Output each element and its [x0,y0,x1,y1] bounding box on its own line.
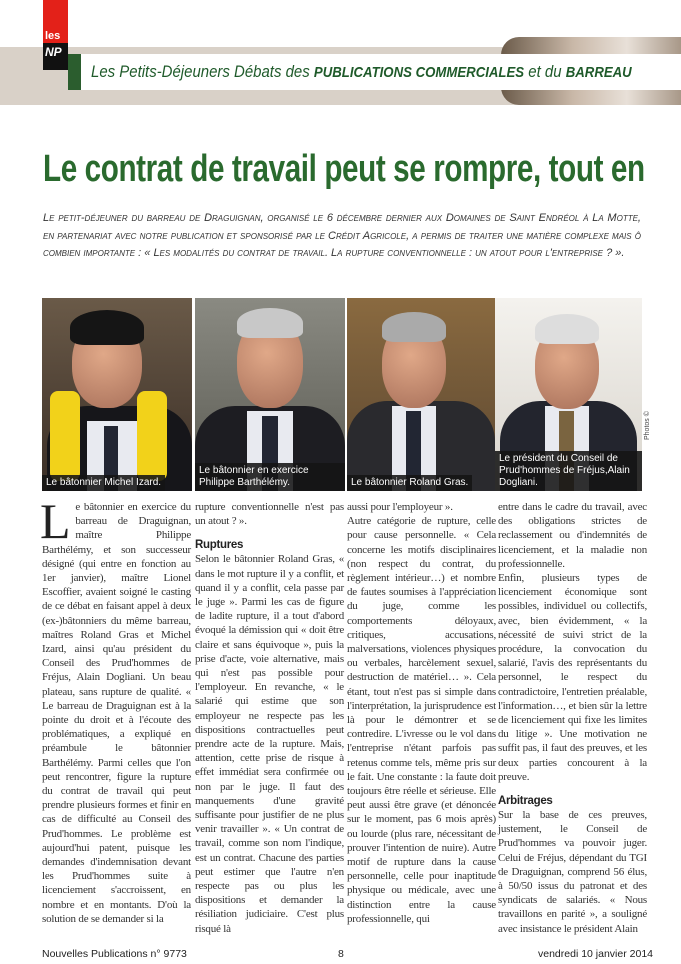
paragraph: entre dans le cadre du travail, avec des obligations strictes de reclassement ou d'indemnités de licenciement, et la maladie non professionnelle. [498,501,647,570]
paragraph: Autre catégorie de rupture, celle pour cause personnelle. « Cela concerne les motifs disciplinaires (non respect du contrat, du règlement intérieur…) et nombre de fautes soumises à l'appréciation du juge, comme les comportements déloyaux, critiques, accusations, malversations, violences physiques ou verbales, harcèlement sexuel, destruction de matériel… ». Cela étant, tout n'est pas si simple dans l'interprétation, la jurisprudence est là pour le démontrer et se contredire. L'ivresse ou le vol dans l'entreprise n'étant parfois pas retenus comme tels, même pris sur le fait. Une constante : la faute doit toujours être réelle et sérieuse. Elle peut aussi être grave (et dénoncée sur le moment, pas 6 mois après) ou lourde (plus rare, nécessitant de prouver l'intention de nuire). Autre motif de rupture dans la cause personnelle, celle pour inaptitude physique ou médicale, avec une distinction entre la cause professionnelle, qui [347,515,496,925]
np-logo [43,0,68,70]
article-column-2 [195,500,344,936]
footer-page-number: 8 [338,948,344,960]
paragraph: e bâtonnier en exercice du barreau de Draguignan, maître Philippe Barthélémy, et son successeur désigné (qui entre en fonction au 1er janvier), maître Lionel Escoffier, avaient soigné le casting de ce débat en faisant appel à deux (ex-)bâtonniers du même barreau, maîtres Roland Gras et Michel Izard, ainsi qu'au président du Conseil des Prud'hommes de Fréjus, Alain Dogliani. Un beau plateau, sans rupture de qualité. « Le barreau de Draguignan est à la pointe du droit et à l'écoute des problématiques, a expliqué en préambule le bâtonnier Barthélémy. Parmi celles que l'on peut rencontrer, figure la rupture du contrat de travail qui peut prendre plusieurs formes et finir en cas de difficulté au Conseil des Prud'hommes. Le problème est aujourd'hui patent, puisque les demandes d'indemnisation devant les Prud'hommes suite à licenciement s'accroissent, en nombre et en montants. D'où la solution de se demander si la [42,501,191,925]
series-title: Les Petits-Déjeuners Débats des PUBLICATIONS COMMERCIALES et du BARREAU [91,62,632,81]
footer-date: vendredi 10 janvier 2014 [538,948,653,960]
paragraph: aussi pour l'employeur ». [347,501,453,513]
photo-roland-gras [347,298,495,491]
paragraph: Enfin, plusieurs types de licenciement économique sont possibles, individuel ou collectifs, avec, bien évidemment, « la nécessité de suivi strict de la procédure, la convocation du salarié, l'avis des représentants du personnel, le respect du contradictoire, l'entretien préalable, l'information…, et bien sûr la lettre de licenciement qui fixe les limites du litige ». Une motivation ne suffit pas, il faut des preuves, et les deux parties concourent à la preuve. [498,572,647,783]
footer-publication: Nouvelles Publications n° 9773 [42,948,187,960]
drop-cap: L [40,493,71,549]
photo-caption: Le bâtonnier en exercice Philippe Barthélémy. [195,463,345,491]
photo-michel-izard [42,298,192,491]
section-heading-ruptures: Ruptures [195,539,244,552]
logo-top: les [43,0,68,43]
photo-caption: Le bâtonnier Roland Gras. [347,475,472,491]
series-banner [68,54,681,90]
article-column-1 [40,493,191,926]
photo-caption: Le président du Conseil de Prud'hommes de Fréjus,Alain Dogliani. [495,451,642,491]
intro: Le petit-déjeuner du barreau de Draguignan, organisé le 6 décembre dernier aux Domaines de Saint Endréol à La Motte, en partenariat avec notre publication et sponsorisé par le Crédit Agricole, a permis de traiter une matière complexe mais ô combien importante : « Les modalités du contrat de travail. La rupture conventionnelle : un atout pour l'entreprise ? ». [43,212,641,259]
paragraph: rupture conventionnelle n'est pas un atout ? ». [195,501,344,528]
headline: Le contrat de travail peut se rompre, tout en [43,148,645,190]
photo-credit: Photos © [644,411,651,440]
photo-caption: Le bâtonnier Michel Izard. [42,475,165,491]
paragraph: Sur la base de ces preuves, justement, le Conseil de Prud'hommes va pouvoir juger. Celui de Fréjus, dépendant du TGI de Draguignan, comprend 56 élus, à 50/50 issus du patronat et des syndicats de salariés. « Nous travaillons en parité », a souligné avec insistance le président Alain [498,809,647,935]
article-column-4 [498,500,647,936]
logo-bottom: NP [43,43,68,70]
article-column-3 [347,500,496,926]
photo-alain-dogliani [495,298,642,491]
photo-philippe-barthelemy [195,298,345,491]
paragraph: Selon le bâtonnier Roland Gras, « dans le mot rupture il y a conflit, et quand il y a conflit, cela passe par le juge ». Parmi les cas de figure de ladite rupture, il a tout d'abord évoqué la démission qui « doit être claire et sans équivoque », puis la prise d'acte, voie alternative, mais qui n'est pas possible pour l'employeur. En revanche, « le salarié qui estime que son employeur ne respecte pas les dispositions contractuelles peut prendre acte de la rupture. Mais, attention, cette prise de risque à effet immédiat sera confirmée ou non par le juge. Il faut des manquements d'une gravité suffisante pour justifier de ne plus venir travailler ». « Un contrat de travail, comme son nom l'indique, est un contrat. Chacune des parties peut estimer que l'autre n'en respecte pas ou plus les dispositions et demander la résiliation judiciaire. C'est plus risqué là [195,553,344,935]
publications-commerciales-logo [68,54,81,90]
section-heading-arbitrages: Arbitrages [498,795,553,808]
